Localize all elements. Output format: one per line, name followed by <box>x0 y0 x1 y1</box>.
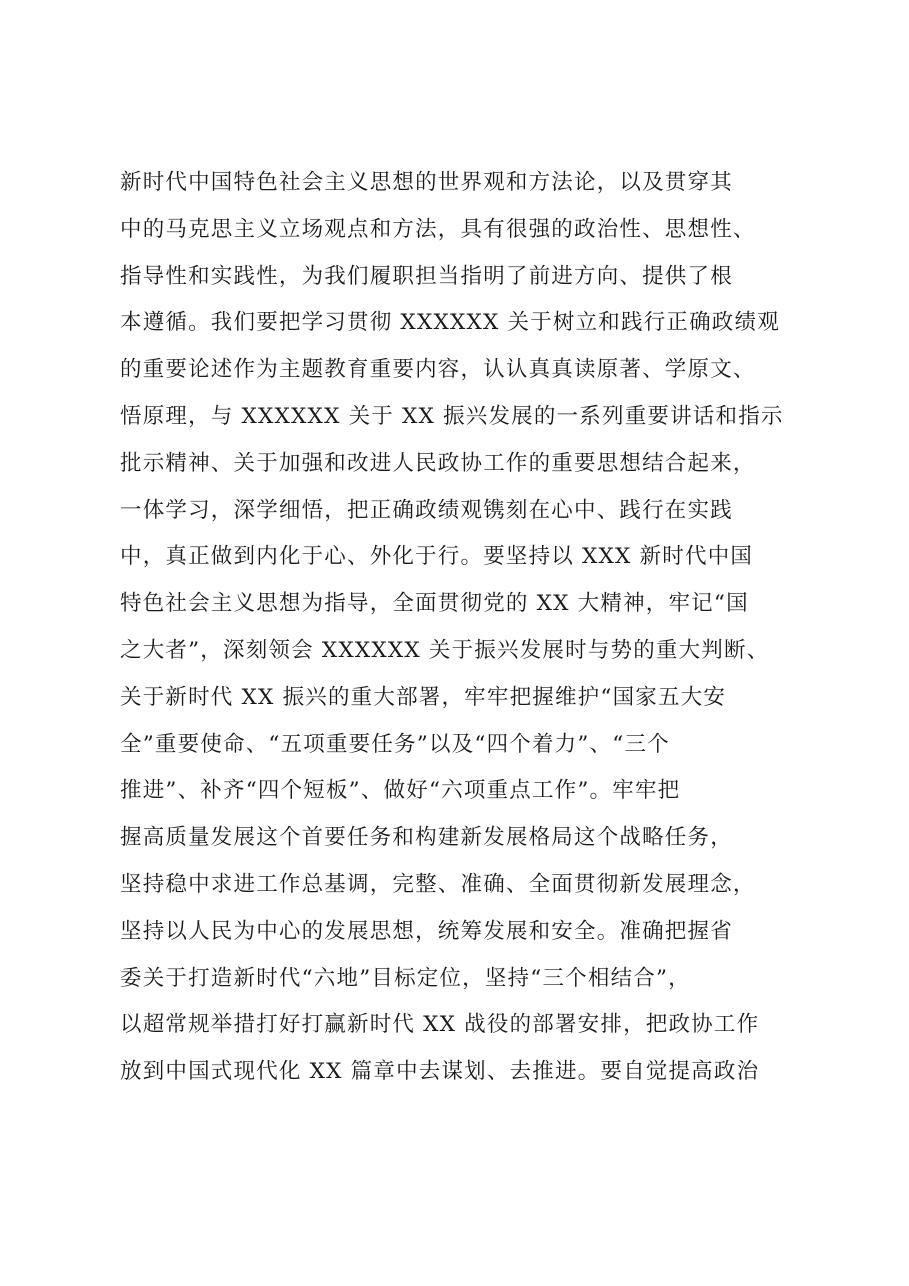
text-line: 中的马克思主义立场观点和方法，具有很强的政治性、思想性、 <box>120 216 756 242</box>
text-line: 以超常规举措打好打赢新时代 XX 战役的部署安排，把政协工作 <box>120 1012 760 1038</box>
text-line: 本遵循。我们要把学习贯彻 XXXXXX 关于树立和践行正确政绩观 <box>120 310 780 336</box>
text-line: 坚持稳中求进工作总基调，完整、准确、全面贯彻新发展理念， <box>120 871 756 897</box>
text-line: 新时代中国特色社会主义思想的世界观和方法论，以及贯穿其 <box>120 170 733 195</box>
text-line: 悟原理，与 XXXXXX 关于 XX 振兴发展的一系列重要讲话和指示 <box>120 403 784 429</box>
text-line: 批示精神、关于加强和改进人民政协工作的重要思想结合起来， <box>120 450 756 476</box>
text-line: 委关于打造新时代“六地”目标定位，坚持“三个相结合”， <box>120 965 691 991</box>
text-line: 指导性和实践性，为我们履职担当指明了前进方向、提供了根 <box>120 263 733 289</box>
text-line: 放到中国式现代化 XX 篇章中去谋划、去推进。要自觉提高政治 <box>120 1059 760 1085</box>
text-line: 之大者”，深刻领会 XXXXXX 关于振兴发展时与势的重大判断、 <box>120 637 770 663</box>
text-line: 的重要论述作为主题教育重要内容，认认真真读原著、学原文、 <box>120 357 756 383</box>
text-line: 推进”、补齐“四个短板”、做好“六项重点工作”。牢牢把 <box>120 778 681 804</box>
text-line: 特色社会主义思想为指导，全面贯彻党的 XX 大精神，牢记“国 <box>120 591 749 617</box>
text-line: 全”重要使命、“五项重要任务”以及“四个着力”、“三个 <box>120 731 670 757</box>
text-line: 握高质量发展这个首要任务和构建新发展格局这个战略任务， <box>120 825 733 851</box>
body-paragraph <box>120 160 800 1096</box>
text-line: 一体学习，深学细悟，把正确政绩观镌刻在心中、践行在实践 <box>120 497 733 523</box>
text-line: 关于新时代 XX 振兴的重大部署，牢牢把握维护“国家五大安 <box>120 684 727 710</box>
text-line: 中，真正做到内化于心、外化于行。要坚持以 XXX 新时代中国 <box>120 544 754 570</box>
text-line: 坚持以人民为中心的发展思想，统筹发展和安全。准确把握省 <box>120 918 733 944</box>
